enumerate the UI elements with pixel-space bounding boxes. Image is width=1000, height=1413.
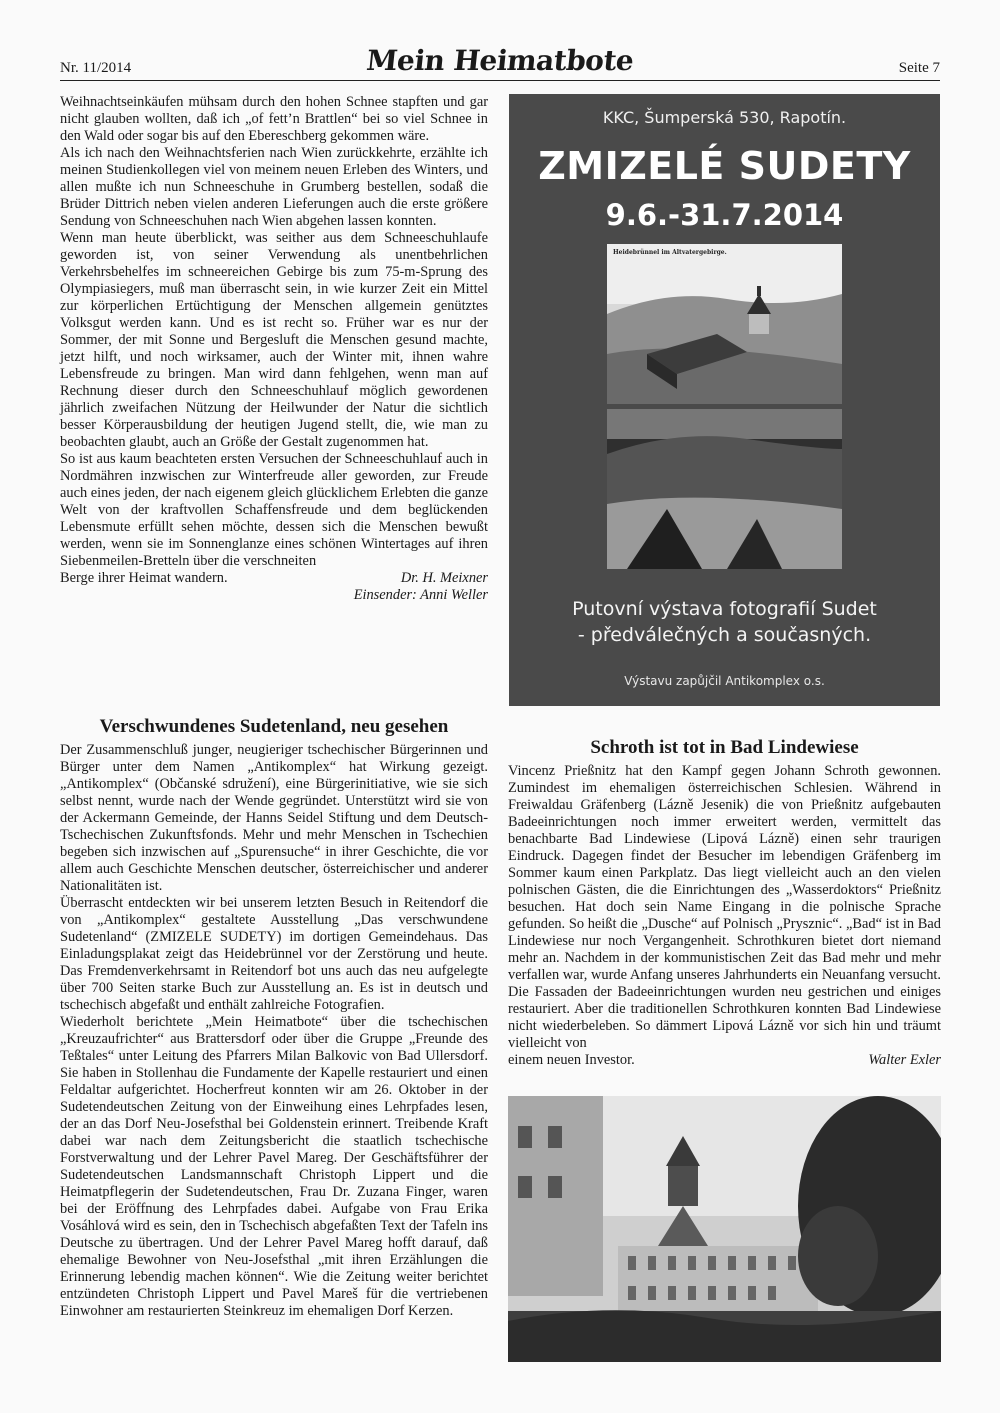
- header-rule: [60, 80, 940, 81]
- paragraph: Der Zusammenschluß junger, neugieriger tschechischer Bürgerinnen und Bürger unter dem Namen „Antikomplex“ hat Wirkung gezeigt. „Antikomplex“ (Občanské sdružení), eine Bürgerinitiative, wie sie sich selbst nennt, wurde nach der Wende gegründet. Unterstützt wird sie von der Ackermann Gemeinde, der Hanns Seidel Stiftung und dem Deutsch-Tschechischen Zukunftsfonds. Mehr und mehr Menschen in Tschechien begeben sich inzwischen auf „Spurensuche“ in ihrer Geschichte, die vor allem auch Geschichte Menschen deutscher, österreichischer und anderer Nationalitäten ist.: [60, 742, 488, 894]
- paragraph: Überrascht entdeckten wir bei unserem letzten Besuch in Reitendorf die von „Antikomplex“ gestaltete Ausstellung „Das verschwundene Sudetenland“ (ZMIZELE SUDETY) im dortigen Gemeindehaus. Das Einladungsplakat zeigt das Heidebrünnel vor der Zerstörung und heute. Das Fremdenverkehrsamt in Reitendorf bot uns auch das neu aufgelegte über 700 Seiten starke Buch zur Ausstellung an. Es ist in deutsch und tschechisch abgefaßt und enthält zahlreiche Fotografien.: [60, 895, 488, 1013]
- paragraph-end: [60, 570, 488, 587]
- paragraph: Weihnachtseinkäufen mühsam durch den hohen Schnee stapften und gar nicht glauben wollten, daß ich „of fett’n Brattlen“ bei so viel Schnee in den Wald oder sogar bis auf den Ebereschberg gekommen wäre.: [60, 94, 488, 144]
- article-schroth: [508, 763, 941, 1069]
- paragraph: Wiederholt berichtete „Mein Heimatbote“ über die tschechischen „Kreuzaufrichter“ aus Brattersdorf oder über die Gruppe „Freunde des Teßtales“ unter Leitung des Pfarrers Milan Balkovic von Bad Ullersdorf. Sie haben in Stollenhau die Fundamente der Kapelle restauriert und einen Feldaltar aufgerichtet. Hocherfreut konnten wir am 26. Oktober in der Sudetendeutschen Zeitung von der Einweihung eines Lehrpfades lesen, der an das Dorf Neu-Josefsthal bei Goldenstein erinnert. Treibende Kraft dabei war nach dem Zeitungsbericht die staatlich tschechische Forstverwaltung und der Lehrer Pavel Mareg. Der Geschäftsführer der Sudetendeutschen Landsmannschaft Christoph Lippert und die Heimatpflegerin der Sudetendeutschen, Frau Dr. Zuzana Finger, waren bei der Eröffnung des Lehrpfades dabei. Aufgabe von Frau Erika Vosáhlová wird es sein, den in Tschechisch abgefaßten Text der Tafeln ins Deutsche zu übertragen. Und der Lehrer Pavel Mareg hofft darauf, daß ehemalige Bewohner von Neu-Josefsthal „mit ihren Erzählungen die Erinnerung lebendig machen können“. Wie die Zeitung weiter berichtet entzündeten Christoph Lippert und Pavel Mareš für die vertriebenen Einwohner am restaurierten Steinkreuz im ehemaligen Dorf Kerzen.: [60, 1014, 488, 1319]
- article-sudetenland: [60, 742, 488, 1320]
- spa-building-photo: [508, 1096, 941, 1362]
- photo-caption: Heidebrünnel im Altvatergebirge.: [613, 249, 727, 256]
- historic-photo: [607, 244, 842, 404]
- poster-loan-note: Výstavu zapůjčil Antikomplex o.s.: [624, 674, 825, 688]
- page-header: [60, 44, 940, 84]
- last-line: einem neuen Investor.: [508, 1052, 635, 1068]
- author: Walter Exler: [868, 1052, 941, 1068]
- issue-number: Nr. 11/2014: [60, 60, 132, 76]
- paragraph: So ist aus kaum beachteten ersten Versuchen der Schneeschuhlauf auch in Nordmähren inzwischen zur Winterfreude aller geworden, zur Freude auch eines jeden, der nach eigenem gleich glücklichem Erlebten die ganze Welt von der kraftvollen Schaffensfreude und dem beglückenden Lebensmute erfüllt sehen möchte, dessen sich die Menschen bewußt werden, wenn sie im Sonnenglanze eines schönen Wintertages auf ihren Siebenmeilen-Bretteln über die verschneiten: [60, 451, 488, 569]
- poster-subtitle-line1: Putovní výstava fotografií Sudet: [572, 598, 877, 620]
- author: Dr. H. Meixner: [400, 570, 488, 586]
- poster-title: ZMIZELÉ SUDETY: [538, 144, 911, 188]
- sender: Einsender: Anni Weller: [353, 587, 488, 603]
- article-snow-shoes: [60, 94, 488, 604]
- modern-photo: [607, 409, 842, 569]
- masthead-logo: Mein Heimatbote: [364, 44, 636, 77]
- paragraph: Wenn man heute überblickt, was seither aus dem Schneeschuhlaufe geworden ist, von seiner Verwendung als unentbehrlichen Verkehrsbehelfes im schneereichen Gebirge bis zum 75-m-Sprung des Olympiasiegers, muß man überrascht sein, in wie kurzer Zeit ein Mittel zur körperlichen Ertüchtigung der Menschen allgemein genütztes Volksgut werden kann. Und es ist recht so. Früher war es nur der Sommer, der mit Sonne und Bergesluft die Menschen gesund machte, jetzt hilft, und noch wirksamer, auch der Winter mit, ihnen wahre Lebensfreude zu bringen. Man wird dann fehlgehen, wenn man auf Rechnung dieser durch den Schneeschuhlauf möglich gewordenen jährlich zweifachen Nützung der Heilwunder der Natur die sichtlich besser Körperausbildung der heutigen Jugend stellt, die, wie man zu beobachten glaubt, auch an Größe der Gestalt zugenommen hat.: [60, 230, 488, 450]
- paragraph: Vincenz Prießnitz hat den Kampf gegen Johann Schroth gewonnen. Zumindest im ehemaligen österreichischen Schlesien. Während in Freiwaldau Gräfenberg (Lázně Jesenik) die von Prießnitz aufgebauten Badeeinrichtungen noch immer erweitert werden, vermittelt das benachbarte Bad Lindewiese (Lipová Lázně) einen sehr traurigen Eindruck. Dagegen findet der Besucher im lebendigen Gräfenberg im Sommer kaum einen Parkplatz. Das liegt vielleicht auch an den vielen polnischen Gästen, die die Einrichtungen des „Wasserdoktors“ Prießnitz besuchen. Hat doch sein Name Eingang in die polnische Sprache gefunden. So heißt die „Dusche“ auf Polnisch „Prysznic“. „Bad“ ist in Bad Lindewiese nur noch Vergangenheit. Schrothkuren bietet dort niemand mehr an. Nachdem in der kommunistischen Zeit das Bad mehr und mehr verfallen war, wurde Anfang unseres Jahrhunderts ein Neuanfang versucht. Die Fassaden der Badeeinrichtungen wurden neu gestrichen und einiges restauriert. Aber die traditionellen Schrothkuren konnten Bad Lindewiese nicht wiederbeleben. So dämmert Lipová Lázně vor sich hin und träumt vielleicht von: [508, 763, 941, 1051]
- headline-schroth: Schroth ist tot in Bad Lindewiese: [590, 737, 859, 758]
- page-number: Seite 7: [898, 60, 940, 76]
- headline-sudetenland: Verschwundenes Sudetenland, neu gesehen: [99, 716, 449, 737]
- poster-venue: KKC, Šumperská 530, Rapotín.: [602, 108, 847, 127]
- paragraph-end: [508, 1052, 941, 1069]
- last-line: Berge ihrer Heimat wandern.: [60, 570, 228, 586]
- poster-subtitle: [509, 596, 940, 648]
- exhibition-poster: [509, 94, 940, 706]
- paragraph: Als ich nach den Weihnachtsferien nach Wien zurückkehrte, erzählte ich meinen Studienkollegen viel von meinem neuen Erleben des Winters, und allen mußte ich nun Schneeschuhe in Grumberg bestellen, sodaß die Brüder Dittrich neben vielen anderen Lieferungen auch die erste größere Sendung von Schneeschuhen nach Wien abgehen lassen konnten.: [60, 145, 488, 229]
- poster-subtitle-line2: - předválečných a současných.: [577, 624, 872, 646]
- poster-dates: 9.6.-31.7.2014: [605, 198, 844, 232]
